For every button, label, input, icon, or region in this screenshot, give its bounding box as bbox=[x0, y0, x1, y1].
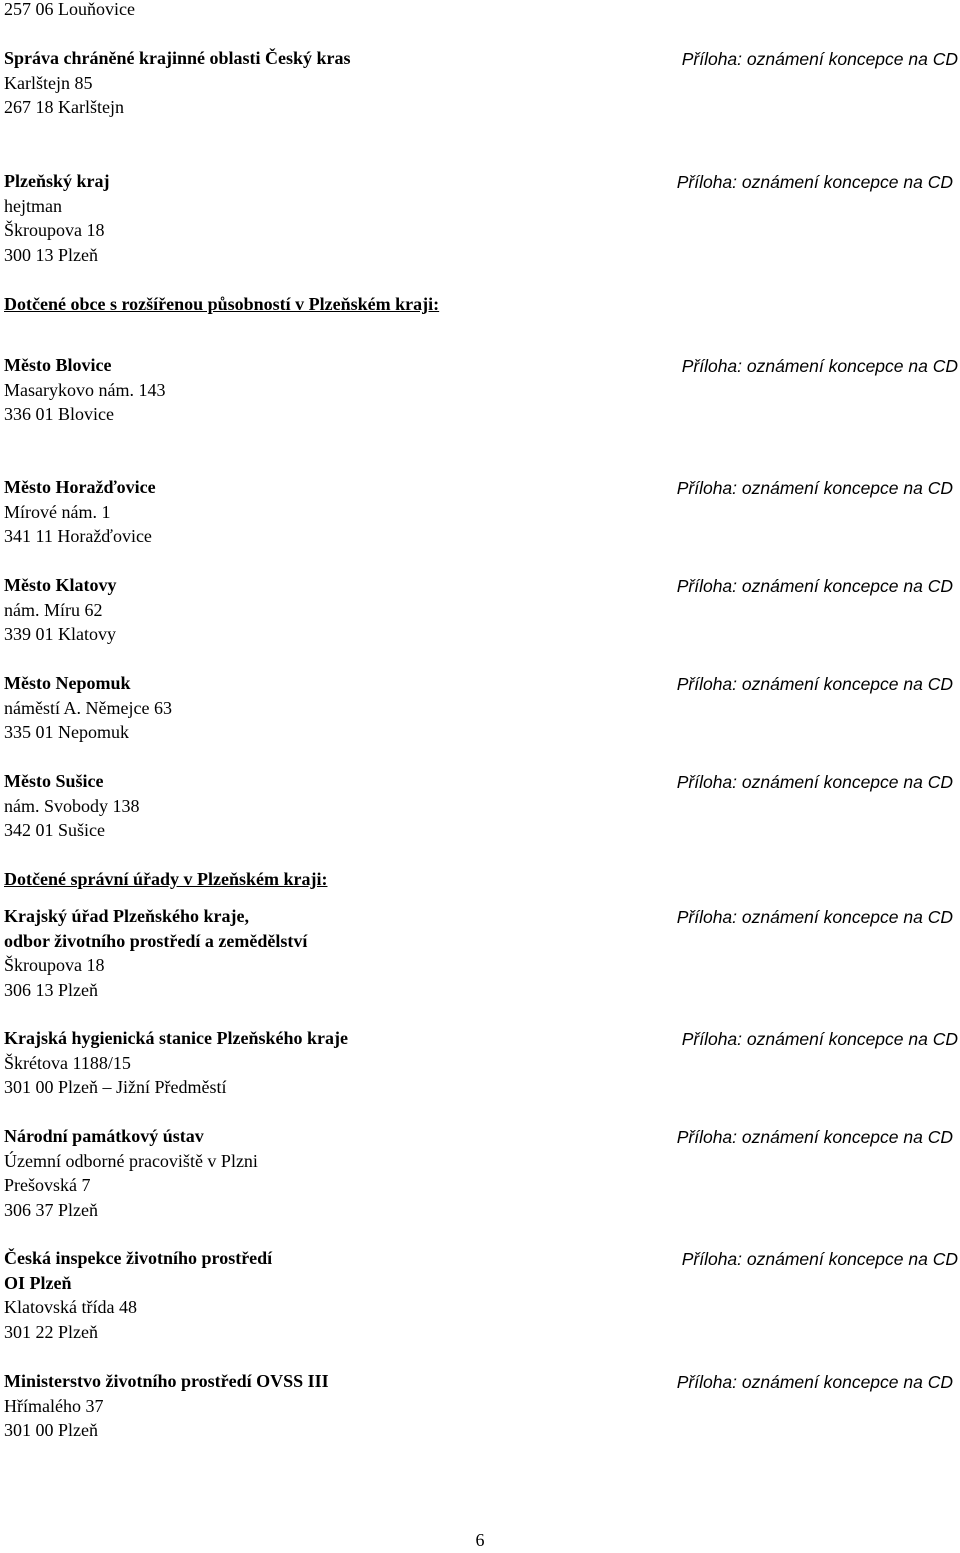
address-line: 336 01 Blovice bbox=[4, 404, 114, 424]
recipient-name: Město Horažďovice bbox=[4, 477, 156, 497]
recipient-block bbox=[4, 46, 351, 120]
address-line: 267 18 Karlštejn bbox=[4, 97, 124, 117]
attachment-note: Příloha: oznámení koncepce na CD bbox=[681, 1249, 958, 1269]
section-heading-municipalities: Dotčené obce s rozšířenou působností v Plzeňském kraji: bbox=[4, 294, 440, 314]
address-line: Škrétova 1188/15 bbox=[4, 1052, 131, 1073]
recipient-name: Plzeňský kraj bbox=[4, 171, 110, 191]
address-line: 257 06 Louňovice bbox=[4, 0, 135, 19]
recipient-block bbox=[4, 671, 172, 745]
recipient-block bbox=[4, 475, 156, 549]
page-number: 6 bbox=[475, 1530, 485, 1550]
address-line: Územní odborné pracoviště v Plzni bbox=[4, 1150, 258, 1171]
address-line: Hřímalého 37 bbox=[4, 1395, 104, 1416]
top-fragment bbox=[4, 0, 135, 22]
attachment-note: Příloha: oznámení koncepce na CD bbox=[676, 478, 953, 498]
address-line: 301 22 Plzeň bbox=[4, 1321, 98, 1342]
recipient-name: Město Blovice bbox=[4, 355, 112, 375]
address-line: 300 13 Plzeň bbox=[4, 244, 98, 265]
recipient-block bbox=[4, 1026, 348, 1100]
recipient-name: Česká inspekce životního prostředí bbox=[4, 1248, 273, 1268]
attachment-note: Příloha: oznámení koncepce na CD bbox=[681, 1029, 958, 1049]
recipient-department: odbor životního prostředí a zemědělství bbox=[4, 930, 308, 951]
address-line: 335 01 Nepomuk bbox=[4, 722, 129, 742]
recipient-name: Ministerstvo životního prostředí OVSS III bbox=[4, 1371, 329, 1391]
address-line: nám. Míru 62 bbox=[4, 599, 103, 620]
attachment-note: Příloha: oznámení koncepce na CD bbox=[676, 576, 953, 596]
address-line: 339 01 Klatovy bbox=[4, 624, 116, 644]
recipient-name: Krajský úřad Plzeňského kraje, bbox=[4, 906, 249, 926]
recipient-name: Krajská hygienická stanice Plzeňského kraje bbox=[4, 1028, 348, 1048]
recipient-block bbox=[4, 353, 165, 427]
attachment-note: Příloha: oznámení koncepce na CD bbox=[676, 1127, 953, 1147]
address-line: 301 00 Plzeň – Jižní Předměstí bbox=[4, 1077, 227, 1097]
address-line: Škroupova 18 bbox=[4, 955, 105, 975]
recipient-block bbox=[4, 573, 116, 647]
recipient-block bbox=[4, 1369, 329, 1443]
attachment-note: Příloha: oznámení koncepce na CD bbox=[676, 674, 953, 694]
recipient-name: Národní památkový ústav bbox=[4, 1126, 204, 1146]
address-line: hejtman bbox=[4, 195, 62, 216]
recipient-block bbox=[4, 769, 140, 843]
address-line: 306 37 Plzeň bbox=[4, 1199, 98, 1220]
recipient-block bbox=[4, 1246, 272, 1344]
recipient-name: Správa chráněné krajinné oblasti Český kras bbox=[4, 48, 351, 68]
recipient-name: Město Nepomuk bbox=[4, 673, 131, 693]
address-line: nám. Svobody 138 bbox=[4, 795, 140, 816]
attachment-note: Příloha: oznámení koncepce na CD bbox=[676, 907, 953, 927]
recipient-block bbox=[4, 169, 110, 267]
address-line: 301 00 Plzeň bbox=[4, 1420, 98, 1440]
attachment-note: Příloha: oznámení koncepce na CD bbox=[676, 772, 953, 792]
address-line: Mírové nám. 1 bbox=[4, 501, 111, 522]
address-line: Klatovská třída 48 bbox=[4, 1297, 137, 1317]
recipient-block bbox=[4, 904, 307, 1002]
address-line: náměstí A. Němejce 63 bbox=[4, 697, 172, 718]
attachment-note: Příloha: oznámení koncepce na CD bbox=[676, 172, 953, 192]
recipient-name: Město Klatovy bbox=[4, 575, 117, 595]
address-line: Škroupova 18 bbox=[4, 220, 105, 240]
section-heading-authorities: Dotčené správní úřady v Plzeňském kraji: bbox=[4, 869, 328, 889]
address-line: Prešovská 7 bbox=[4, 1175, 91, 1195]
address-line: 341 11 Horažďovice bbox=[4, 526, 152, 546]
recipient-name: Město Sušice bbox=[4, 771, 104, 791]
attachment-note: Příloha: oznámení koncepce na CD bbox=[681, 356, 958, 376]
recipient-block bbox=[4, 1124, 258, 1222]
attachment-note: Příloha: oznámení koncepce na CD bbox=[676, 1372, 953, 1392]
address-line: Masarykovo nám. 143 bbox=[4, 379, 166, 400]
recipient-department: OI Plzeň bbox=[4, 1272, 72, 1293]
address-line: 306 13 Plzeň bbox=[4, 979, 98, 1000]
address-line: Karlštejn 85 bbox=[4, 72, 93, 93]
attachment-note: Příloha: oznámení koncepce na CD bbox=[681, 49, 958, 69]
address-line: 342 01 Sušice bbox=[4, 820, 105, 840]
